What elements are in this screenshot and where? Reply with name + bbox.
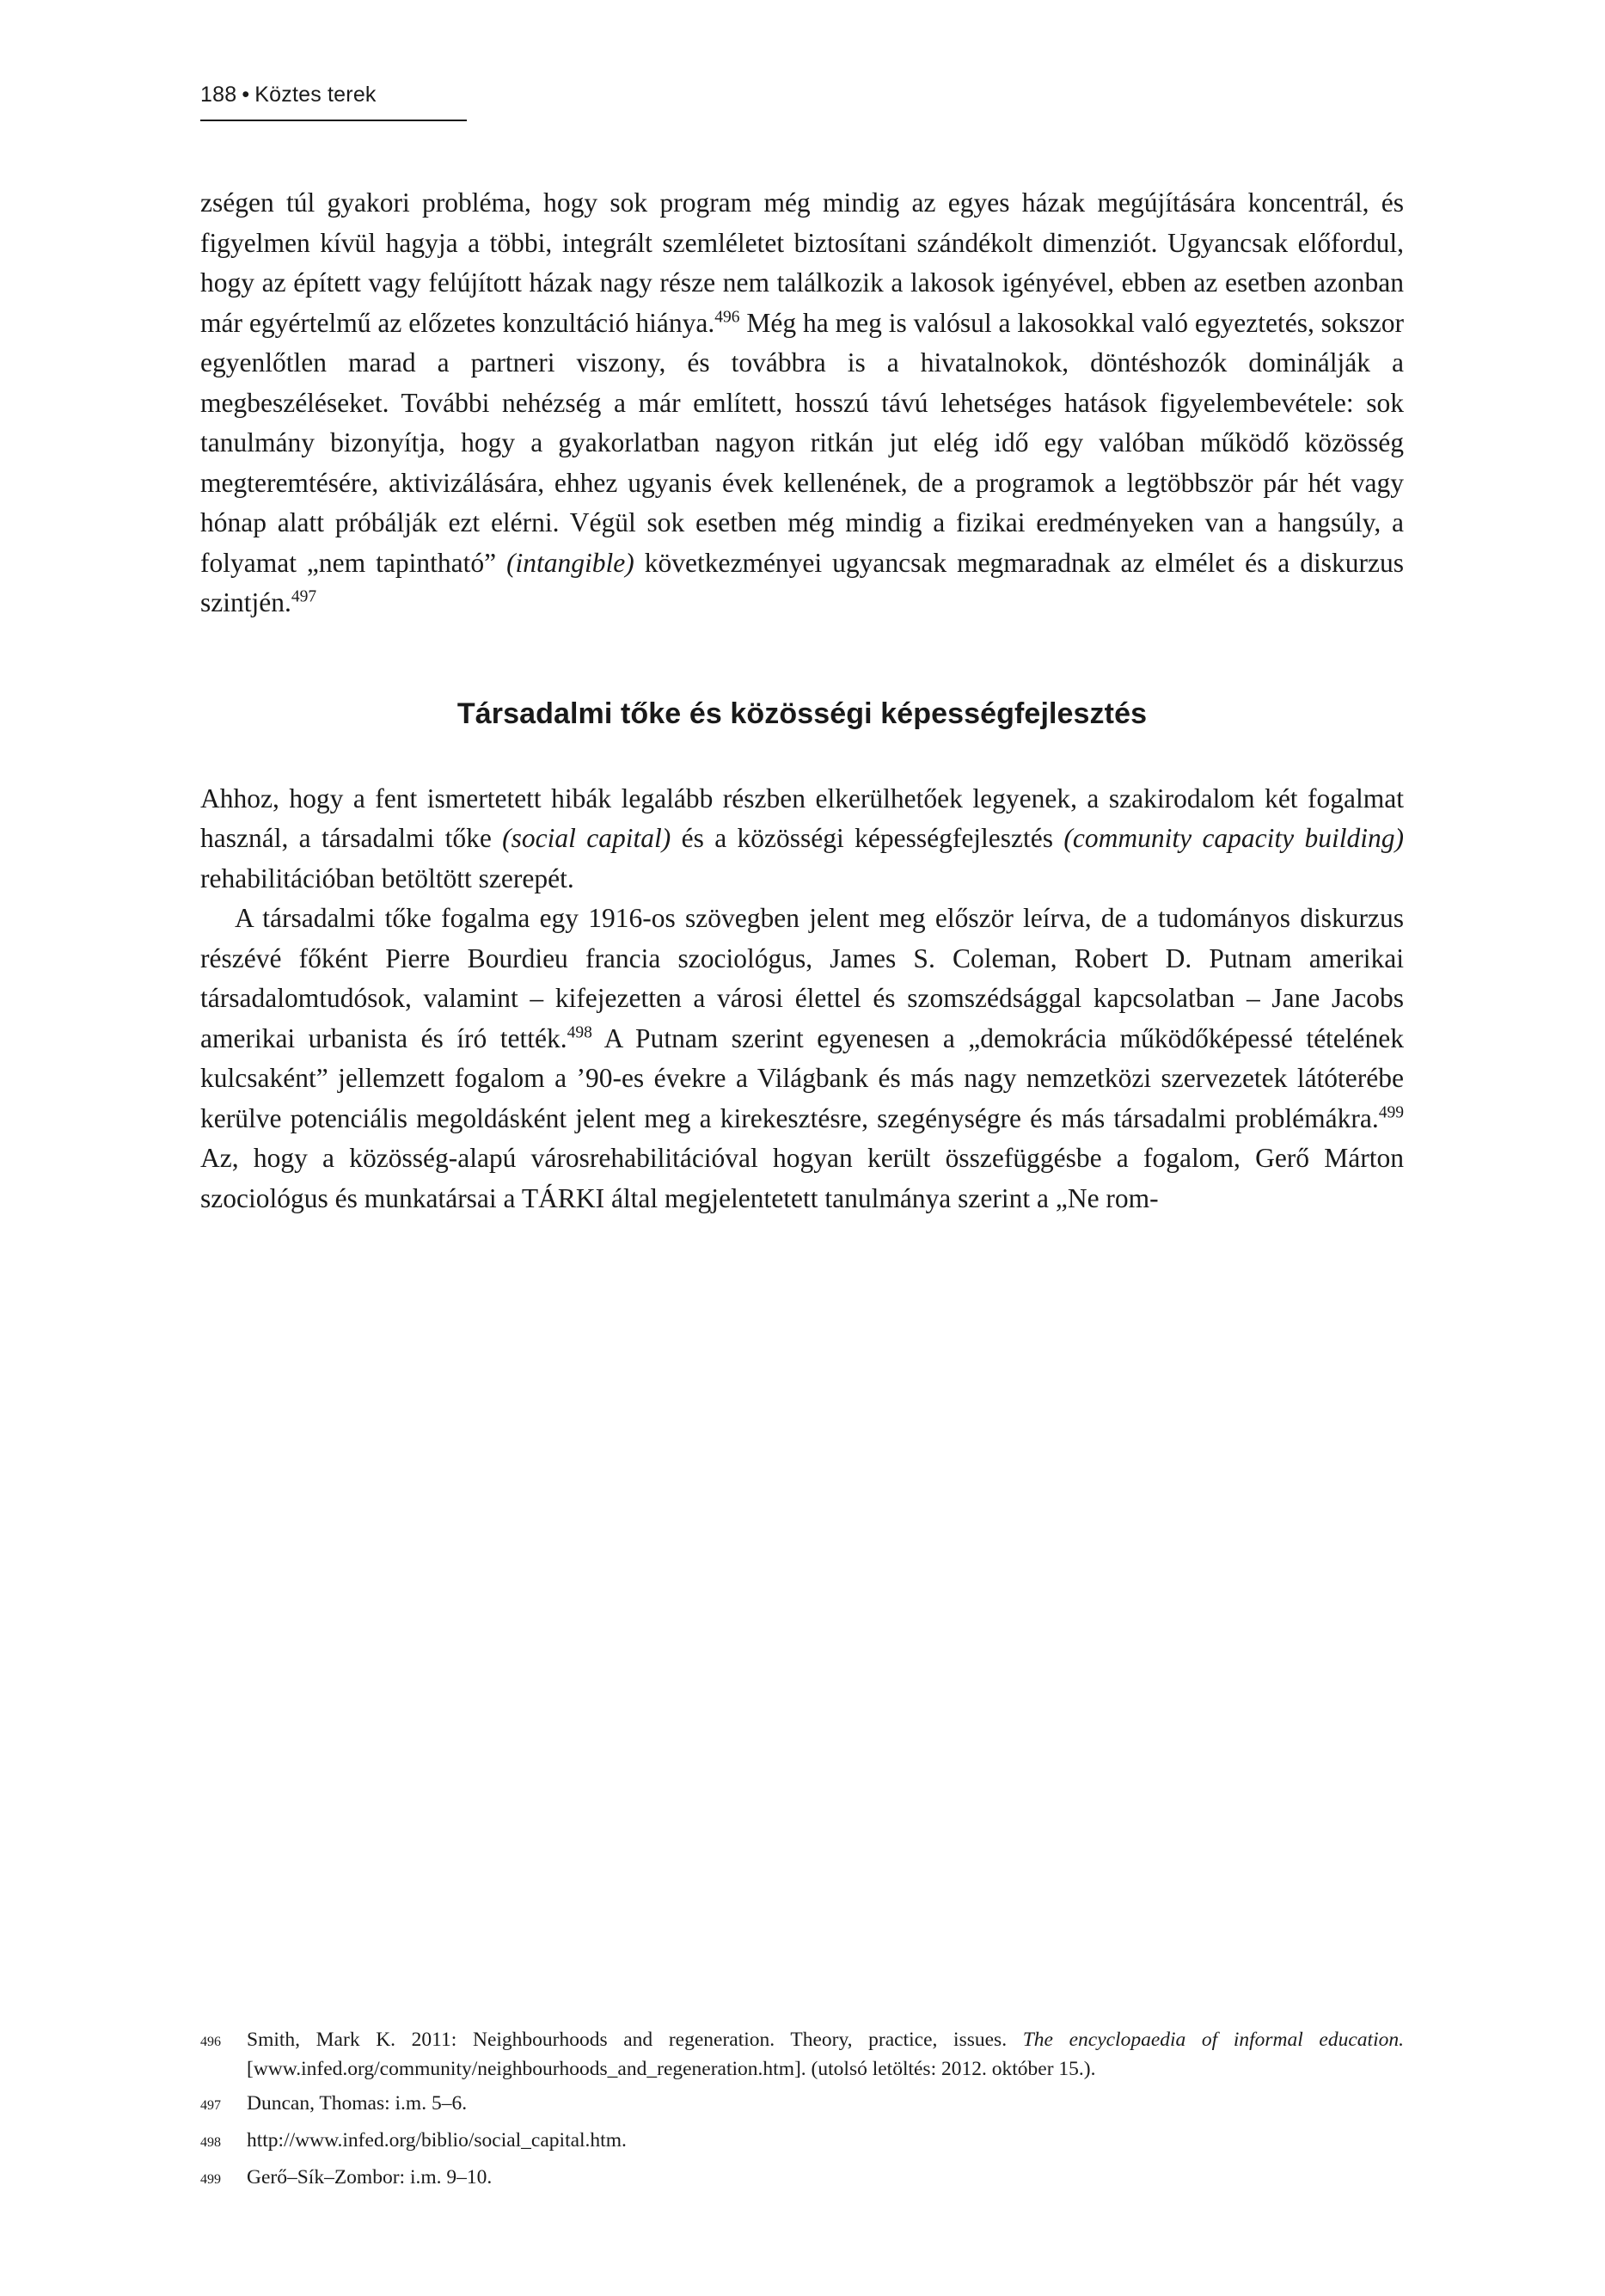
footnote-text-a: Duncan, Thomas: i.m. 5–6. [247, 2092, 468, 2115]
body-paragraph-3 [200, 899, 1404, 1219]
footnote-text-a: Gerő–Sík–Zombor: i.m. 9–10. [247, 2166, 493, 2189]
footnote-ref-496[interactable]: 496 [714, 308, 740, 326]
running-head [200, 83, 1404, 120]
page-number: 188 [200, 83, 237, 107]
running-head-rule [200, 120, 467, 121]
paragraph-1-end: következményei ugyancsak megmaradnak az elmélet és a diskurzus szintjén. [200, 547, 1405, 617]
running-head-separator: • [242, 83, 250, 107]
running-head-title: Köztes terek [254, 83, 377, 107]
footnote-ref-498[interactable]: 498 [567, 1023, 592, 1041]
footnote-item [200, 2025, 1404, 2084]
paragraph-2-italic-capacity-building: (community capacity building) [1063, 823, 1404, 853]
page-content [200, 83, 1404, 1219]
footnote-number: 497 [200, 2098, 221, 2113]
section-heading: Társadalmi tőke és közösségi képességfejlesztés [456, 697, 1148, 730]
paragraph-2-part-b: és a közösségi képességfejlesztés [671, 823, 1064, 853]
footnote-ref-499[interactable]: 499 [1378, 1103, 1404, 1121]
paragraph-1-italic-term: (intangible) [506, 547, 634, 578]
paragraph-1-continued: Még ha meg is valósul a lakosokkal való egyeztetés, sokszor egyenlőtlen marad a partneri viszony, és továbbra is a hivatalnokok, döntéshozók dominálják a megbeszéléseket. További nehézség a már említett, hosszú távú lehetséges hatások figyelembevétele: sok tanulmány bizonyítja, hogy a gyakorlatban nagyon ritkán jut elég idő egy valóban működő közösség megteremtésére, aktivizálására, ehhez ugyanis évek kellenének, de a programok a legtöbbször pár hét vagy hónap alatt próbálják ezt elérni. Végül sok esetben még mindig a fizikai eredményeken van a hangsúly, a folyamat „nem tapintható” [200, 307, 1404, 578]
footnote-number: 496 [200, 2035, 221, 2049]
footnote-text [247, 2025, 1404, 2084]
footnote-ref-497[interactable]: 497 [291, 587, 317, 606]
footnote-text-a: Smith, Mark K. 2011: Neighbourhoods and regeneration. Theory, practice, issues. [247, 2029, 1023, 2051]
footnote-text-b: [www.infed.org/community/neighbourhoods_and_regeneration.htm]. (utolsó letöltés: 2012. október 15.). [247, 2058, 1096, 2080]
paragraph-1-text: zségen túl gyakori probléma, hogy sok program még mindig az egyes házak megújítására koncentrál, és figyelmen kívül hagyja a többi, integrált szemléletet biztosítani szándékolt dimenziót. Ugyancsak előfordul, hogy az épített vagy felújított házak nagy része nem találkozik a lakosok igényével, ebben az esetben azonban már egyértelmű az előzetes konzultáció hiánya. [200, 187, 1404, 338]
footnote-text [247, 2163, 1404, 2195]
footnote-text-a: http://www.infed.org/biblio/social_capital.htm. [247, 2129, 627, 2152]
paragraph-3-part-c: Az, hogy a közösség-alapú városrehabilitációval hogyan került összefüggésbe a fogalom, Gerő Márton szociológus és munkatársai a TÁRKI által megjelentetett tanulmánya szerint a „Ne rom- [200, 1143, 1404, 1213]
paragraph-2-part-c: rehabilitációban betöltött szerepét. [200, 863, 574, 893]
footnote-number: 498 [200, 2135, 221, 2150]
footnote-item [200, 2126, 1404, 2158]
footnote-text [247, 2126, 1404, 2158]
paragraph-2-italic-social-capital: (social capital) [502, 823, 671, 853]
body-paragraph-1 [200, 183, 1404, 623]
footnote-text [247, 2089, 1404, 2121]
footnote-section [200, 2025, 1404, 2200]
paragraph-3-part-b: A Putnam szerint egyenesen a „demokrácia működőképessé tételének kulcsaként” jellemzett fogalom a ’90-es évekre a Világbank és más nagy nemzetközi szervezetek látóterébe kerülve potenciális megoldásként jelent meg a kirekesztésre, szegénységre és más társadalmi problémákra. [200, 1022, 1404, 1133]
paragraph-3-part-a: A társadalmi tőke fogalma egy 1916-os szövegben jelent meg először leírva, de a tudományos diskurzus részévé főként Pierre Bourdieu francia szociológus, James S. Coleman, Robert D. Putnam amerikai társadalomtudósok, valamint – kifejezetten a városi élettel és szomszédsággal kapcsolatban – Jane Jacobs amerikai urbanista és író tették. [200, 903, 1404, 1053]
footnote-item [200, 2163, 1404, 2195]
footnote-number: 499 [200, 2172, 221, 2187]
paragraph-2-part-a: Ahhoz, hogy a fent ismertetett hibák legalább részben elkerülhetőek legyenek, a szakirodalom két fogalmat használ, a társadalmi tőke [200, 783, 1404, 853]
footnote-item [200, 2089, 1404, 2121]
footnote-text-italic: The encyclopaedia of informal education. [1022, 2029, 1404, 2051]
body-paragraph-2 [200, 779, 1404, 899]
